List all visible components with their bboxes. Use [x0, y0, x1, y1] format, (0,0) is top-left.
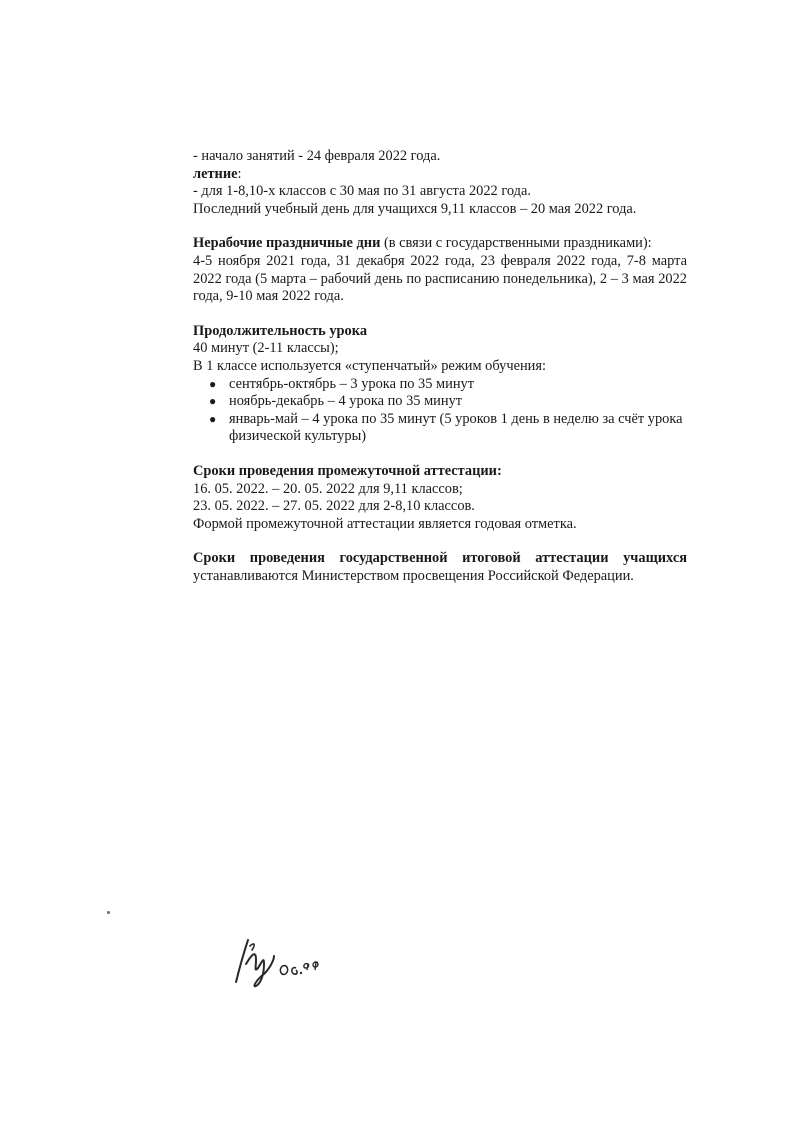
- last-school-day-line: Последний учебный день для учащихся 9,11 классов – 20 мая 2022 года.: [193, 200, 637, 217]
- state-attestation-heading: [193, 550, 687, 568]
- attestation-heading: [193, 463, 687, 481]
- bullet-icon: ●: [209, 394, 217, 409]
- lesson-duration-heading: [193, 323, 687, 341]
- nonworking-days-title-tail: (в связи с государственными праздниками):: [380, 235, 652, 252]
- summer-heading: летние: [193, 165, 238, 182]
- state-attestation-text: устанавливаются Министерством просвещения Российской Федерации.: [193, 567, 634, 584]
- spacer: [193, 306, 687, 323]
- attestation-line2: 23. 05. 2022. – 27. 05. 2022 для 2-8,10 классов.: [193, 498, 475, 515]
- scan-speck: [107, 911, 110, 914]
- spacer: [193, 218, 687, 235]
- bullet-icon: ●: [209, 411, 217, 426]
- bullet-icon: ●: [209, 376, 217, 391]
- nonworking-days-heading: [193, 235, 687, 253]
- attestation-title: Сроки проведения промежуточной аттестации:: [193, 462, 502, 479]
- attestation-line1: 16. 05. 2022. – 20. 05. 2022 для 9,11 классов;: [193, 480, 463, 497]
- first-grade-schedule-list: [193, 376, 687, 446]
- classes-start-line: - начало занятий - 24 февраля 2022 года.: [193, 148, 441, 164]
- document-body: [193, 148, 687, 585]
- summer-period-line: - для 1-8,10-х классов с 30 мая по 31 августа 2022 года.: [193, 183, 531, 200]
- spacer: [193, 446, 687, 463]
- summer-heading-line: [193, 166, 687, 184]
- attestation-line3: Формой промежуточной аттестации является годовая отметка.: [193, 515, 577, 532]
- list-item: ● сентябрь-октябрь – 3 урока по 35 минут: [209, 375, 475, 392]
- lesson-duration-line1: 40 минут (2-11 классы);: [193, 340, 339, 357]
- summer-heading-colon: :: [237, 165, 242, 182]
- signature-date: [280, 962, 318, 974]
- list-item: ● ноябрь-декабрь – 4 урока по 35 минут: [209, 393, 463, 410]
- nonworking-days-text: 4-5 ноября 2021 года, 31 декабря 2022 года, 23 февраля 2022 года, 7-8 марта 2022 года (5 марта – рабочий день по расписанию понедельника), 2 – 3 мая 2022 года, 9-10 мая 2022 года.: [193, 252, 687, 305]
- spacer: [193, 533, 687, 550]
- handwritten-signature: [230, 930, 350, 990]
- lesson-duration-line2: В 1 классе используется «ступенчатый» режим обучения:: [193, 357, 546, 374]
- lesson-duration-title: Продолжительность урока: [193, 322, 368, 339]
- list-item: ● январь-май – 4 урока по 35 минут (5 уроков 1 день в неделю за счёт урока физической культуры): [209, 410, 683, 445]
- nonworking-days-title: Нерабочие праздничные дни: [193, 235, 381, 252]
- state-attestation-title: Сроки проведения государственной итоговой аттестации учащихся: [193, 550, 687, 567]
